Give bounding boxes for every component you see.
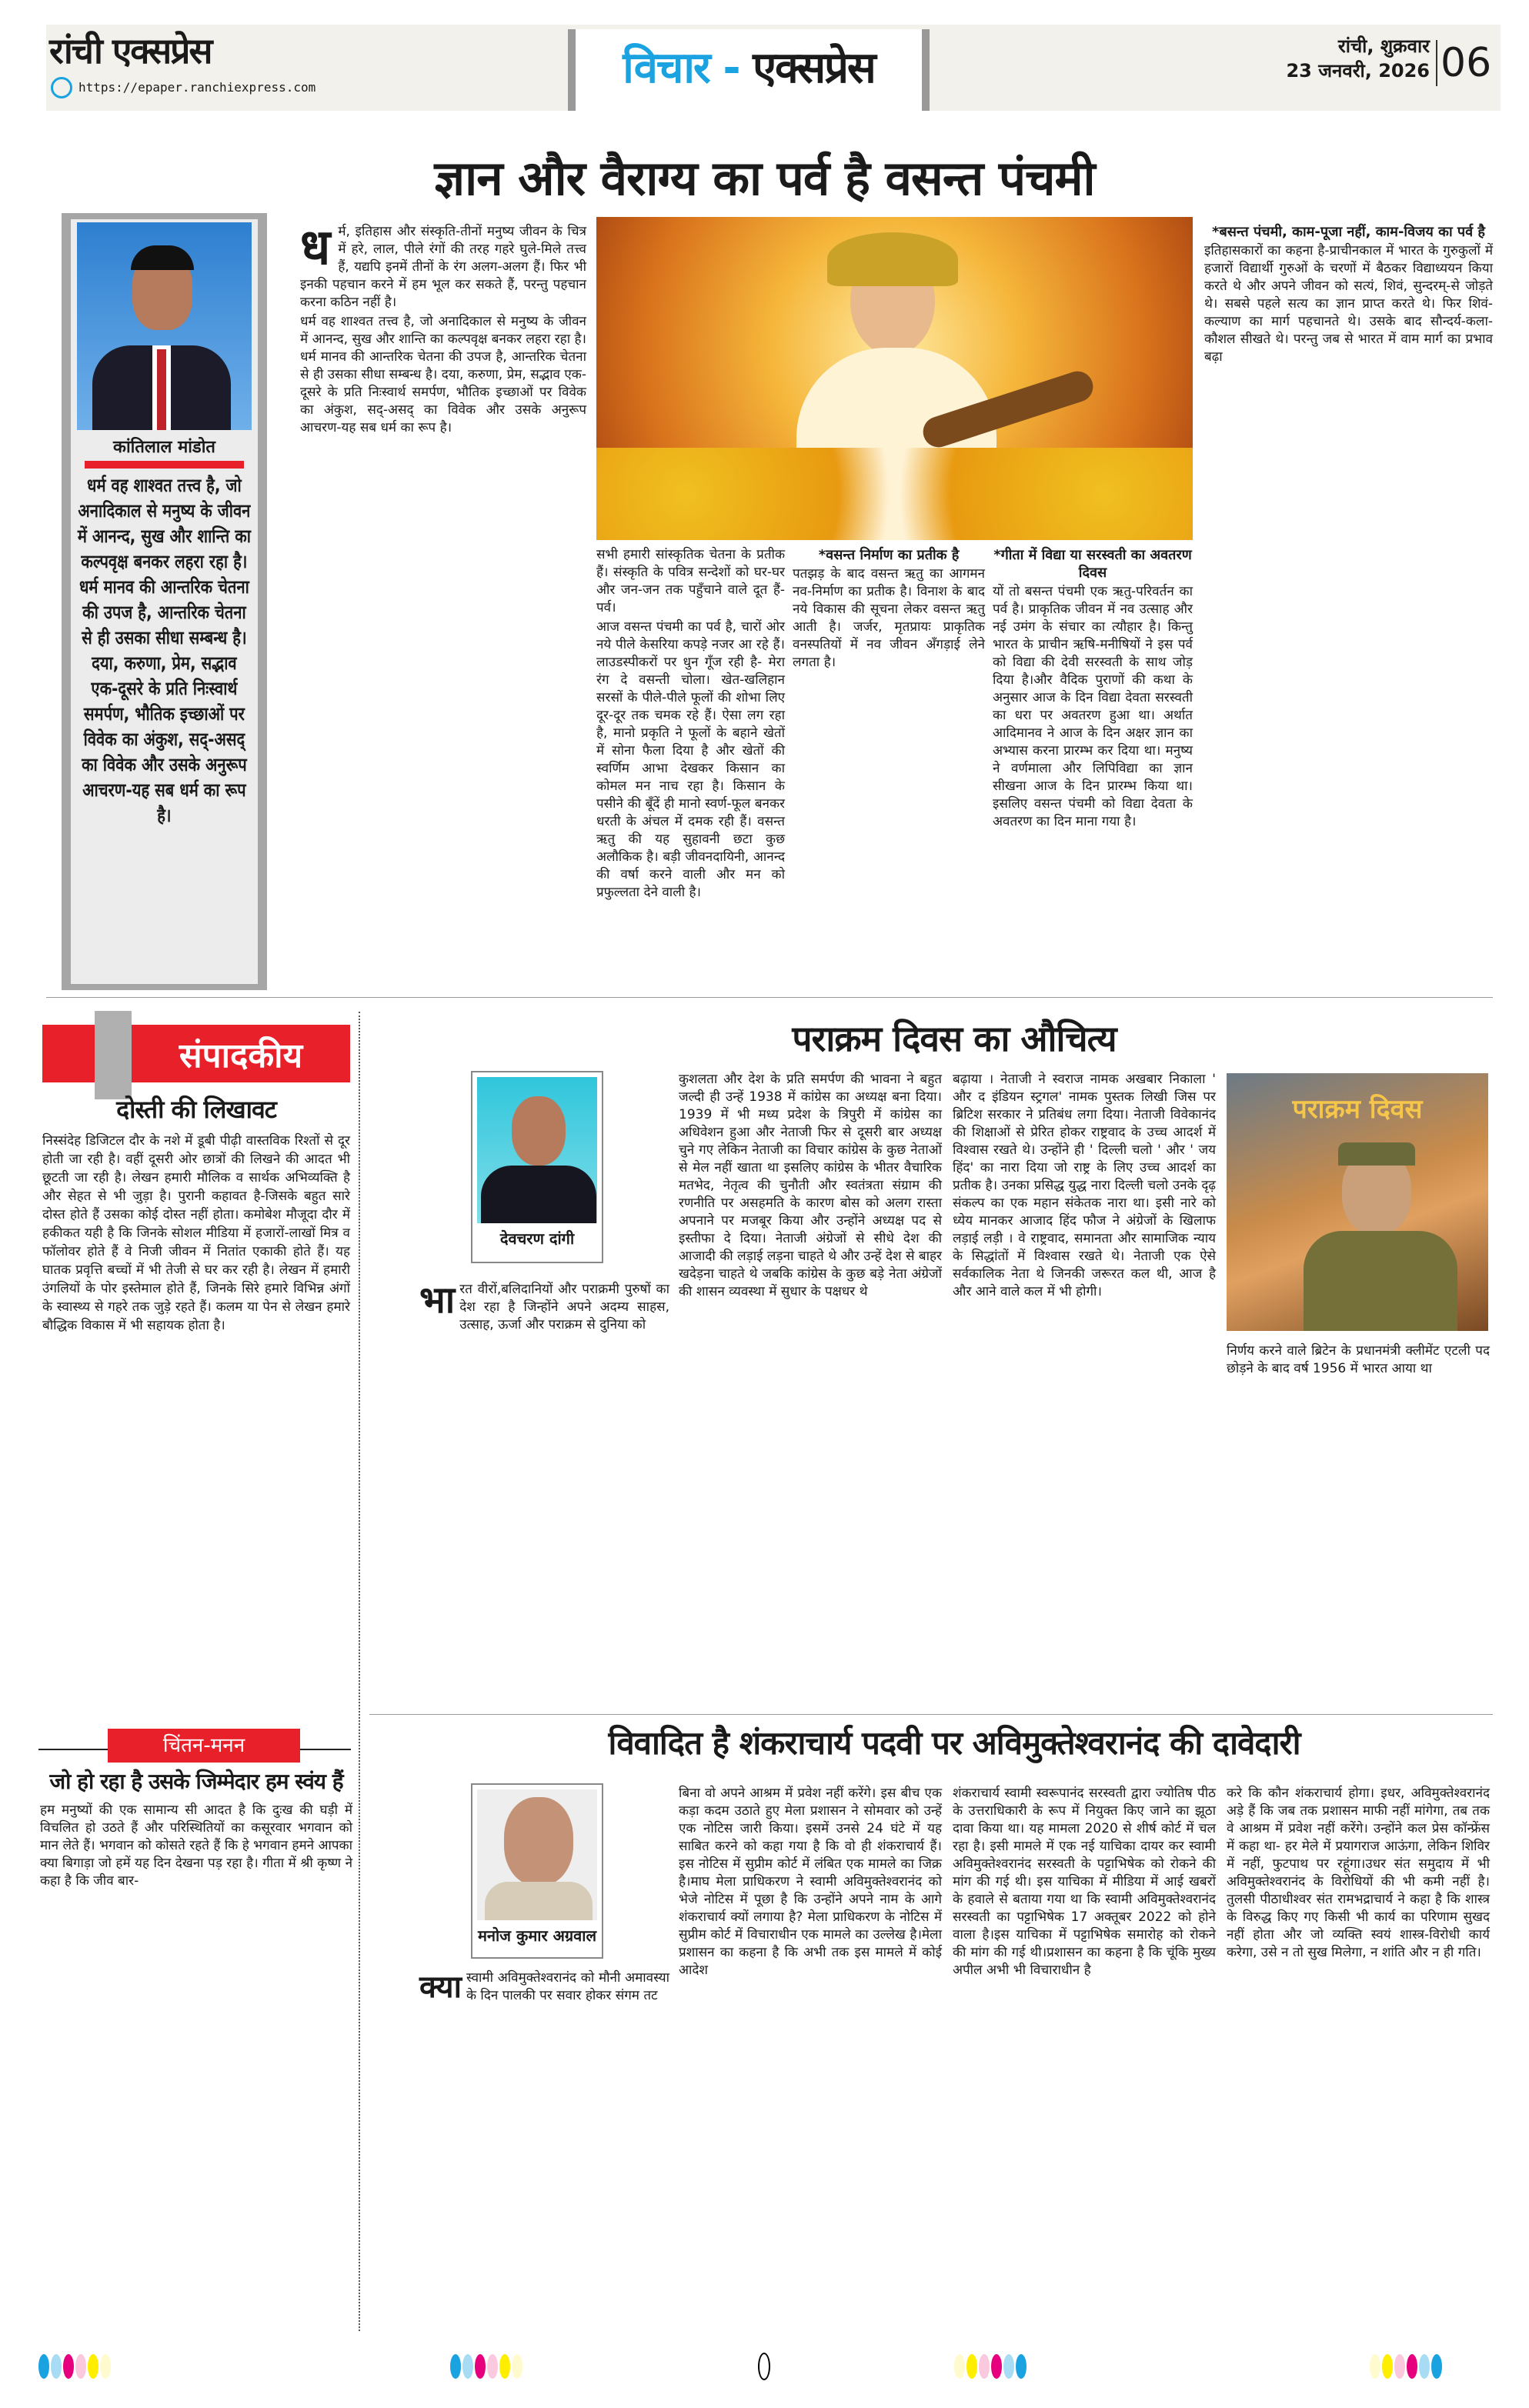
parakram-col-d: निर्णय करने वाले ब्रिटेन के प्रधानमंत्री क्लीमेंट एटली पद छोड़ने के बाद वर्ष 1956 में भारत आया था <box>1227 1343 1490 1376</box>
parakram-col-c: बढ़ाया । नेताजी ने स्वराज नामक अखबार निकाला ' और द इंडियन स्ट्रगल' नामक पुस्तक लिखी जिस पर ब्रिटिश सरकार ने प्रतिबंध लगा दिया। नेताजी विवेकानंद की शिक्षाओं से प्रेरित होकर राष्ट्रवाद के उच्च आदर्श में विश्वास रखते थे। उन्होंने ही ' दिल्ली चलो ' और ' जय हिंद' का नारा दिया जो राष्ट्र के लिए उच्च आदर्श का प्रतीक है। उनका प्रसिद्ध युद्ध नारा दिल्ली चलो उनके दृढ़ संकल्प का एक महान संकेतक नारा था। इसी नारे को ध्येय मानकर आजाद हिंद फौज ने अंग्रेजों के खिलाफ लड़ाई लड़ी । वे राष्ट्रवाद, समानता और सामाजिक न्याय के सिद्धांतों में विश्वास रखते थे। नेताजी एक ऐसे सर्वकालिक नेता थे जिनकी जरूरत कल थी, आज है और आने वाले कल में भी होगी। <box>953 1072 1216 1299</box>
editorial-headline: दोस्ती की लिखावट <box>116 1095 276 1124</box>
shankar-col-d: करे कि कौन शंकराचार्य होगा। इधर, अविमुक्तेश्वरानंद अड़े हैं कि जब तक प्रशासन माफी नहीं मांगेगा, तब तक वे आश्रम में प्रवेश नहीं करेंगे। उन्होंने कल प्रेस कॉन्फ्रेंस में कहा था- हर मेले में प्रयागराज आऊंगा, लेकिन शिविर में नहीं, फुटपाथ पर रहूंगा।उधर संत समुदाय में भी अविमुक्तेश्वरानंद के विरोधियों की भी कमी नहीं है। तुलसी पीठाधीश्वर संत रामभद्राचार्य ने कहा है कि शास्त्र के विरुद्ध किए गए किसी भी कार्य का परिणाम सुखद नहीं होता और जो व्यक्ति स्वयं शास्त्र-विरोधी कार्य करेगा, उसे न तो सुख मिलेगा, न शांति और न ही गति। <box>1227 1786 1490 1960</box>
registration-mark-icon <box>758 2353 770 2380</box>
dropcap: क्या <box>419 1969 462 2005</box>
main-col-4 <box>993 546 1193 985</box>
vertical-divider <box>359 1012 360 2331</box>
author-photo <box>477 1077 597 1223</box>
color-bar-1 <box>38 2354 111 2379</box>
main-headline: ज्ञान और वैराग्य का पर्व है वसन्त पंचमी <box>434 150 1095 206</box>
red-rule <box>85 461 244 469</box>
author-name: कांतिलाल मांडोत <box>113 438 215 457</box>
saraswati-image <box>596 217 1193 540</box>
divider <box>46 997 1493 998</box>
paragraph: पतझड़ के बाद वसन्त ऋतु का आगमन नव-निर्माण का प्रतीक है। विनाश के बाद नये विकास की सूचना लेकर वसन्त ऋतु आती है। जर्जर, मृतप्रायः प्राकृतिक वनस्पतियों में नव जीवन अँगड़ाई लेने लगता है। <box>793 566 985 670</box>
section-title-left: विचार <box>623 43 709 93</box>
author-box <box>62 213 267 990</box>
paragraph: यों तो बसन्त पंचमी एक ऋतु-परिवर्तन का पर्व है। प्राकृतिक जीवन में नव उत्साह और नई उमंग के संचार का त्यौहार है। किन्तु भारत के प्राचीन ऋषि-मनीषियों ने इस पर्व को विद्या की देवी सरस्वती के साथ जोड़ दिया है।और वैदिक पुराणों की कथा के अनुसार आज के दिन विद्या देवता सरस्वती का धरा पर अवतरण हुआ था। अर्थात आदिमानव ने आज के दिन अक्षर ज्ञान का अभ्यास करना प्रारम्भ कर दिया था। मनुष्य ने वर्णमाला और लिपिविद्या का ज्ञान सीखना आज के दिन प्रारम्भ किया था। इसलिए वसन्त पंचमी को विद्या देवता के अवतरण का दिन माना गया है। <box>993 584 1193 829</box>
editorial-bracket <box>95 1011 132 1099</box>
editorial-label: संपादकीय <box>179 1036 303 1076</box>
shankar-col-c: शंकराचार्य स्वामी स्वरूपानंद सरस्वती द्वारा ज्योतिष पीठ के उत्तराधिकारी के रूप में नियुक्त किए जाने का झूठा दावा किया था। यह मामला 2020 से शीर्ष कोर्ट में चल रहा है। इसी मामले में एक नई याचिका दायर कर स्वामी अविमुक्तेश्वरानंद सरस्वती के पट्टाभिषेक को रोकने की मांग की गई थी। इस याचिका में मीडिया में आई खबरों के हवाले से बताया गया था कि स्वामी अविमुक्तेश्वरानंद सरस्वती का पट्टाभिषेक 17 अक्तूबर 2022 को होने वाला है।इस याचिका में पट्टाभिषेक समारोह को रोकने की मांग की गई थी।प्रशासन का कहना है कि चूंकि मुख्य अपील अभी भी विचाराधीन है <box>953 1786 1216 1978</box>
main-col-1 <box>300 219 586 985</box>
section-title-right: एक्सप्रेस <box>753 43 875 93</box>
main-col-3 <box>793 546 985 985</box>
chintan-body: हम मनुष्यों की एक सामान्य सी आदत है कि दुःख की घड़ी में विचलित हो उठते हैं और परिस्थितियों का कसूरवार भगवान को मान लेते हैं। भगवान को कोसते रहते हैं कि हे भगवान हमने आपका क्या बिगाड़ा जो हमें यह दिन देखना पड़ रहा है। गीता में श्री कृष्ण ने कहा है कि जीव बार- <box>40 1803 352 1889</box>
date: 23 जनवरी, 2026 <box>1286 60 1430 82</box>
city-day: रांची, शुक्रवार <box>1337 35 1430 57</box>
author-photo <box>477 1789 597 1920</box>
paragraph: आज वसन्त पंचमी का पर्व है, चारों ओर नये पीले केसरिया कपड़े नजर आ रहे हैं। लाउडस्पीकरों पर धुन गूँज रही है- मेरा रंग दे वसन्ती चोला। खेत-खलिहान सरसों के पीले-पीले फूलों की शोभा लिए दूर-दूर तक चमक रहे हैं। ऐसा लग रहा है, मानो प्रकृति ने फूलों के बहाने खेतों में सोना फैला दिया है और खेतों की स्वर्णिम आभा देखकर किसान का कोमल मन नाच रहा है। किसान के पसीने की बूँदें ही मानो स्वर्ण-फूल बनकर धरती के अंचल में दमक रही हैं। वसन्त ऋतु की यह सुहावनी छटा कुछ अलौकिक है। बड़ी जीवनदायिनी, आनन्द की वर्षा करने वाली और मन को प्रफुल्लता देने वाली है। <box>596 619 785 900</box>
author-photo <box>77 222 252 430</box>
parakram-col-b: कुशलता और देश के प्रति समर्पण की भावना ने बहुत जल्दी ही उन्हें 1938 में कांग्रेस का अध्यक्ष बना दिया। 1939 में भी मध्य प्रदेश के त्रिपुरी में कांग्रेस का अधिवेशन हुआ और नेताजी फिर से दूसरी बार अध्यक्ष चुने गए लेकिन नेताजी का विचार कांग्रेस के कुछ नेताओं से मेल नहीं खाता था इसलिए कांग्रेस के भीतर वैचारिक मतभेद, नेतृत्व की चुनौती और स्वतंत्रता संग्राम की रणनीति पर असहमति के कारण बोस को अलग रास्ता अपनाने पर मजबूर किया और उन्होंने अध्यक्ष पद से इस्तीफा दे दिया। नेताजी अंग्रेजों से सीधे देश की आजादी की लड़ाई लड़ना चाहते थे और उन्हें देश से बाहर खदेड़ना चाहते थे जबकि कांग्रेस के कुछ बड़े नेता अंग्रेजों की शासन व्यवस्था में सुधार के पक्षधर थे <box>679 1072 942 1299</box>
color-bar-3 <box>954 2354 1027 2379</box>
epaper-url[interactable]: https://epaper.ranchiexpress.com <box>78 80 316 95</box>
subheading: *गीता में विद्या या सरस्वती का अवतरण दिवस <box>993 547 1192 581</box>
pullquote: धर्म वह शाश्वत तत्त्व है, जो अनादिकाल से मनुष्य के जीवन में आनन्द, सुख और शान्ति का कल्पवृक्ष बनकर लहरा रहा है। धर्म मानव की आन्तरिक चेतना की उपज है, आन्तरिक चेतना से ही उसका सीधा सम्बन्ध है। दया, करुणा, प्रेम, सद्भाव एक-दूसरे के प्रति निःस्वार्थ समर्पण, भौतिक इच्छाओं पर विवेक का अंकुश, सद्-असद् का विवेक और उसके अनुरूप आचरण-यह सब धर्म का रूप है। <box>77 475 251 826</box>
subheading: *बसन्त पंचमी, काम-पूजा नहीं, काम-विजय का पर्व है <box>1212 224 1485 240</box>
dropcap: ध <box>300 219 331 276</box>
color-bar-2 <box>450 2354 522 2379</box>
paragraph: धर्म वह शाश्वत तत्त्व है, जो अनादिकाल से मनुष्य के जीवन में आनन्द, सुख और शान्ति का कल्पवृक्ष बनकर लहरा रहा है। धर्म मानव की आन्तरिक चेतना की उपज है, आन्तरिक चेतना से ही उसका सीधा सम्बन्ध है। दया, करुणा, प्रेम, सद्भाव एक-दूसरे के प्रति निःस्वार्थ समर्पण, भौतिक इच्छाओं पर विवेक का अंकुश, सद्-असद् का विवेक और उसके अनुरूप आचरण-यह सब धर्म का रूप है। <box>300 314 586 435</box>
paragraph: सभी हमारी सांस्कृतिक चेतना के प्रतीक हैं। संस्कृति के पवित्र सन्देशों को घर-घर और जन-जन तक पहुँचाने वाले दूत हैं-पर्व। <box>596 547 785 615</box>
author-box <box>471 1071 603 1263</box>
chintan-banner: चिंतन-मनन <box>108 1729 300 1763</box>
author-name: मनोज कुमार अग्रवाल <box>477 1926 597 1945</box>
paragraph: इतिहासकारों का कहना है-प्राचीनकाल में भारत के गुरुकुलों में हजारों विद्यार्थी गुरुओं के चरणों में बैठकर विद्याध्ययन किया करते थे और अपने जीवन को सत्यं, शिवं, सुन्दरम्-से जोड़ते थे। सबसे पहले सत्य का ज्ञान प्राप्त करते थे। फिर शिवं-कल्याण का मार्ग पहचानते थे। उसके बाद सौन्दर्य-कला-कौशल सीखते थे। परन्तु जब से भारत में वाम मार्ग का प्रभाव बढ़ा <box>1204 243 1493 365</box>
color-bar-4 <box>1370 2354 1442 2379</box>
author-box <box>471 1783 603 1959</box>
image-title: पराक्रम दिवस <box>1292 1094 1423 1125</box>
shankar-col-b: बिना वो अपने आश्रम में प्रवेश नहीं करेंगे। इस बीच एक कड़ा कदम उठाते हुए मेला प्रशासन ने सोमवार को उन्हें एक नोटिस जारी किया। इसमें उनसे 24 घंटे में यह साबित करने को कहा गया है कि वो ही शंकराचार्य हैं। इस नोटिस में सुप्रीम कोर्ट में लंबित एक मामले का जिक्र है।माघ मेला प्राधिकरण ने स्वामी अविमुक्तेश्वरानंद को भेजे नोटिस में पूछा है कि उन्होंने अपने नाम के आगे शंकराचार्य क्यों लगाया है? मेला प्राधिकरण के नोटिस में सुप्रीम कोर्ट में विचाराधीन एक मामले का उल्लेख है।मेला प्रशासन का कहना है कि अभी तक इस मामले में कोई आदेश <box>679 1786 942 1978</box>
netaji-image <box>1227 1073 1488 1331</box>
section-dash: - <box>723 43 739 93</box>
page-number: 06 <box>1436 40 1491 86</box>
paragraph: र्म, इतिहास और संस्कृति-तीनों मनुष्य जीवन के चित्र में हरे, लाल, पीले रंगों की तरह गहरे घुले-मिले तत्त्व हैं, यद्यपि इनमें तीनों के रंग अलग-अलग हैं। फिर भी इनकी पहचान करने में हम भूल कर सकते हैं, परन्तु पहचान करना कठिन नहीं है। <box>300 224 586 310</box>
globe-icon <box>51 77 72 98</box>
dateline <box>1231 34 1430 83</box>
paragraph: स्वामी अविमुक्तेश्वरानंद को मौनी अमावस्या के दिन पालकी पर सवार होकर संगम तट <box>466 1970 669 2003</box>
paragraph: रत वीरों,बलिदानियों और पराक्रमी पुरुषों का देश रहा है जिन्होंने अपने अदम्य साहस, उत्साह, ऊर्जा और पराक्रम से दुनिया को <box>459 1282 669 1332</box>
main-col-2 <box>596 546 785 985</box>
subheading: *वसन्त निर्माण का प्रतीक है <box>818 547 960 563</box>
chintan-headline: जो हो रहा है उसके जिम्मेदार हम स्वंय हैं <box>49 1769 343 1794</box>
author-name: देवचरण दांगी <box>499 1229 575 1248</box>
divider <box>369 1714 1493 1715</box>
parakram-col-a <box>419 1281 669 1700</box>
parakram-headline: पराक्रम दिवस का औचित्य <box>792 1018 1117 1059</box>
shankar-col-a <box>419 1969 669 2005</box>
shankar-headline: विवादित है शंकराचार्य पदवी पर अविमुक्तेश्वरानंद की दावेदारी <box>608 1724 1300 1762</box>
editorial-body: निस्संदेह डिजिटल दौर के नशे में डूबी पीढ़ी वास्तविक रिश्तों से दूर होती जा रही है। वहीं दूसरी ओर छात्रों की लिखने की आदत भी छूटती जा रही है। लेखन हमारी मौलिक व सार्थक अभिव्यक्ति है और सेहत से भी जुड़ा है। पुरानी कहावत है-जिसके बहुत सारे दोस्त होते हैं उसका कोई दोस्त नहीं होता। कमोबेश मौजूदा दौर में हकीकत यही है कि जिनके सोशल मीडिया में हजारों-लाखों मित्र व फॉलोवर होते हैं वे निजी जीवन में नितांत एकाकी होते हैं। यह घातक प्रवृत्ति बच्चों में भी तेजी से घर कर रही है। लेखन में हमारी उंगलियों के पोर इस्तेमाल होते हैं, जिनके सिरे हमारे विभिन्न अंगों के स्वास्थ्य से गहरे तक जुड़े रहते हैं। कलम या पेन से लेखन हमारे बौद्धिक विकास में भी सहायक होता है। <box>42 1133 350 1333</box>
main-col-5 <box>1204 223 1493 985</box>
dropcap: भा <box>419 1279 456 1322</box>
logo: रांची एक्सप्रेस <box>49 30 212 72</box>
section-title <box>576 37 922 95</box>
